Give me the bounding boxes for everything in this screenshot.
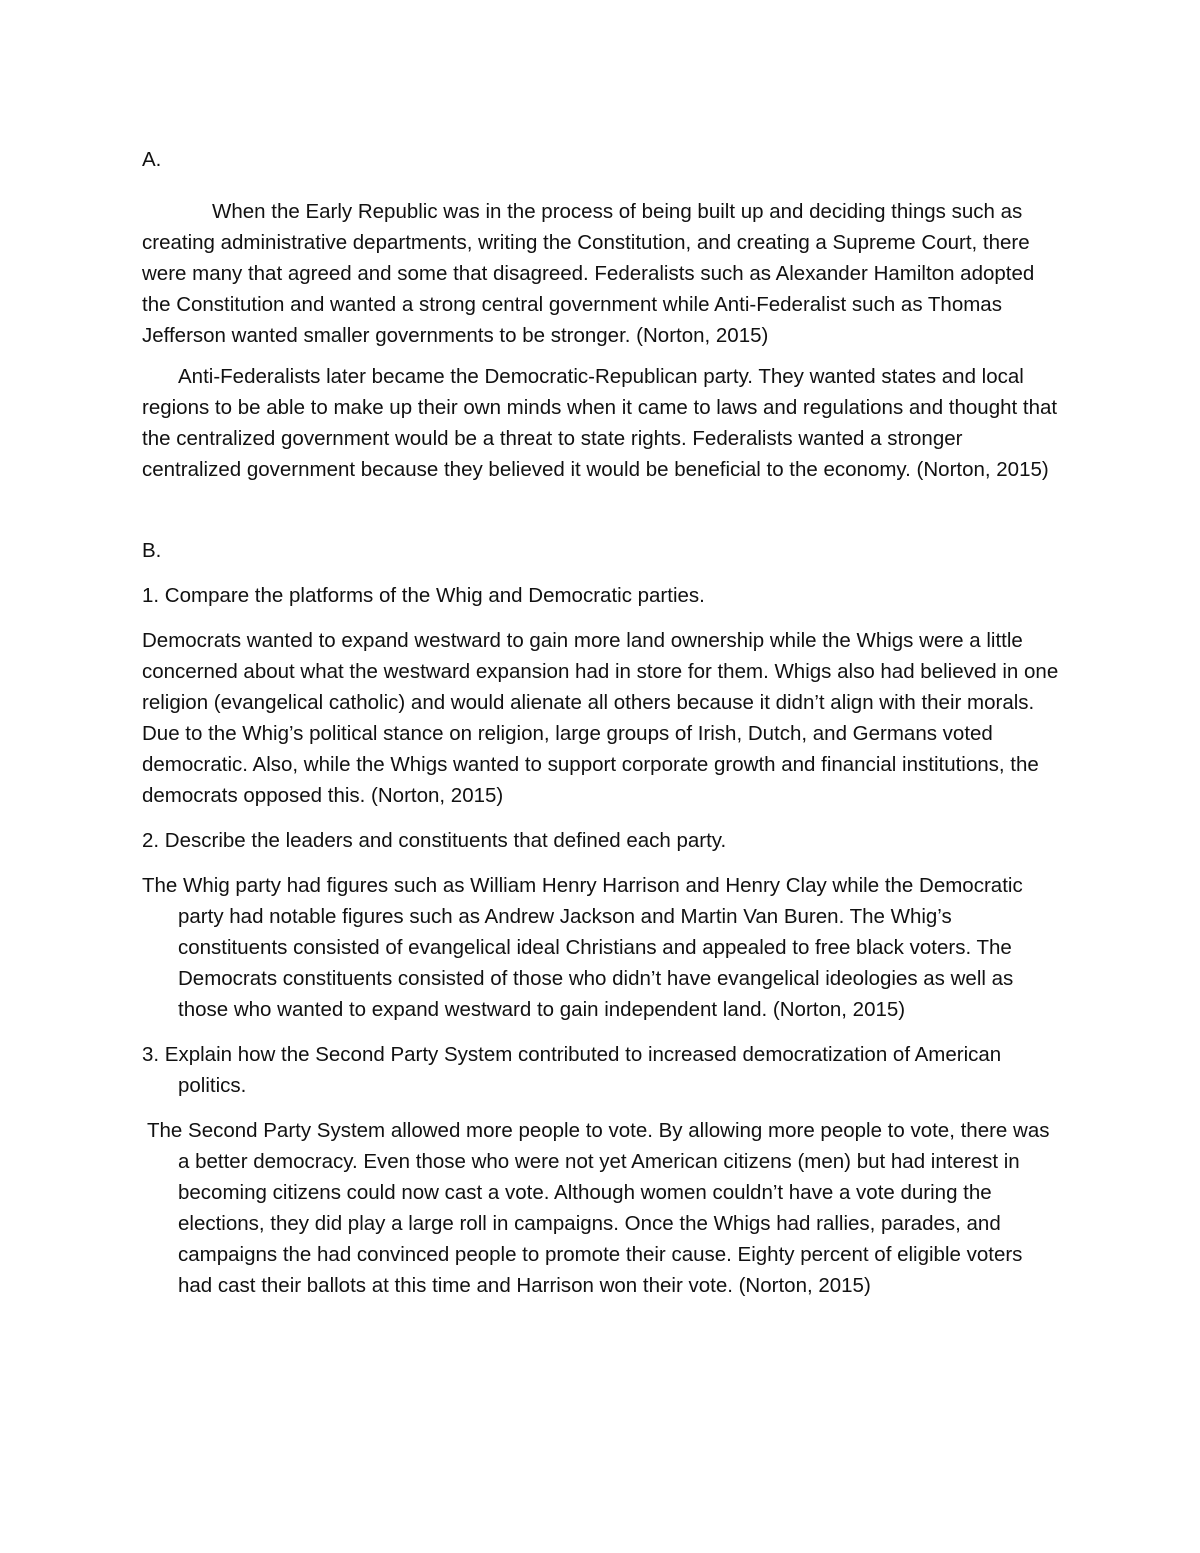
section-b-label: B. [142,539,162,562]
question-1: 1. Compare the platforms of the Whig and Democratic parties. [142,584,705,607]
document-body [142,144,1062,1301]
answer-1: Democrats wanted to expand westward to gain more land ownership while the Whigs were a little concerned about what the westward expansion had in store for them. Whigs also had believed in one religion (evangelical catholic) and would alienate all others because it didn’t align with their morals. Due to the Whig’s political stance on religion, large groups of Irish, Dutch, and Germans voted democratic. Also, while the Whigs wanted to support corporate growth and financial institutions, the democrats opposed this. (Norton, 2015) [142,629,1059,807]
section-a-label: A. [142,148,162,171]
question-2: 2. Describe the leaders and constituents that defined each party. [142,829,727,852]
answer-2: The Whig party had figures such as William Henry Harrison and Henry Clay while the Democratic party had notable figures such as Andrew Jackson and Martin Van Buren. The Whig’s constituents consisted of evangelical ideal Christians and appealed to free black voters. The Democrats constituents consisted of those who didn’t have evangelical ideologies as well as those who wanted to expand westward to gain independent land. (Norton, 2015) [142,874,1023,1021]
question-3: 3. Explain how the Second Party System contributed to increased democratization of American politics. [142,1043,1002,1097]
section-a-paragraph-2: Anti-Federalists later became the Democratic-Republican party. They wanted states and local regions to be able to make up their own minds when it came to laws and regulations and thought that the centralized government would be a threat to state rights. Federalists wanted a stronger centralized government because they believed it would be beneficial to the economy. (Norton, 2015) [142,365,1058,481]
answer-3: The Second Party System allowed more people to vote. By allowing more people to vote, there was a better democracy. Even those who were not yet American citizens (men) but had interest in becoming citizens could now cast a vote. Although women couldn’t have a vote during the elections, they did play a large roll in campaigns. Once the Whigs had rallies, parades, and campaigns the had convinced people to promote their cause. Eighty percent of eligible voters had cast their ballots at this time and Harrison won their vote. (Norton, 2015) [147,1119,1050,1297]
section-a-paragraph-1: When the Early Republic was in the process of being built up and deciding things such as creating administrative departments, writing the Constitution, and creating a Supreme Court, there were many that agreed and some that disagreed. Federalists such as Alexander Hamilton adopted the Constitution and wanted a strong central government while Anti-Federalist such as Thomas Jefferson wanted smaller governments to be stronger. (Norton, 2015) [142,200,1035,347]
